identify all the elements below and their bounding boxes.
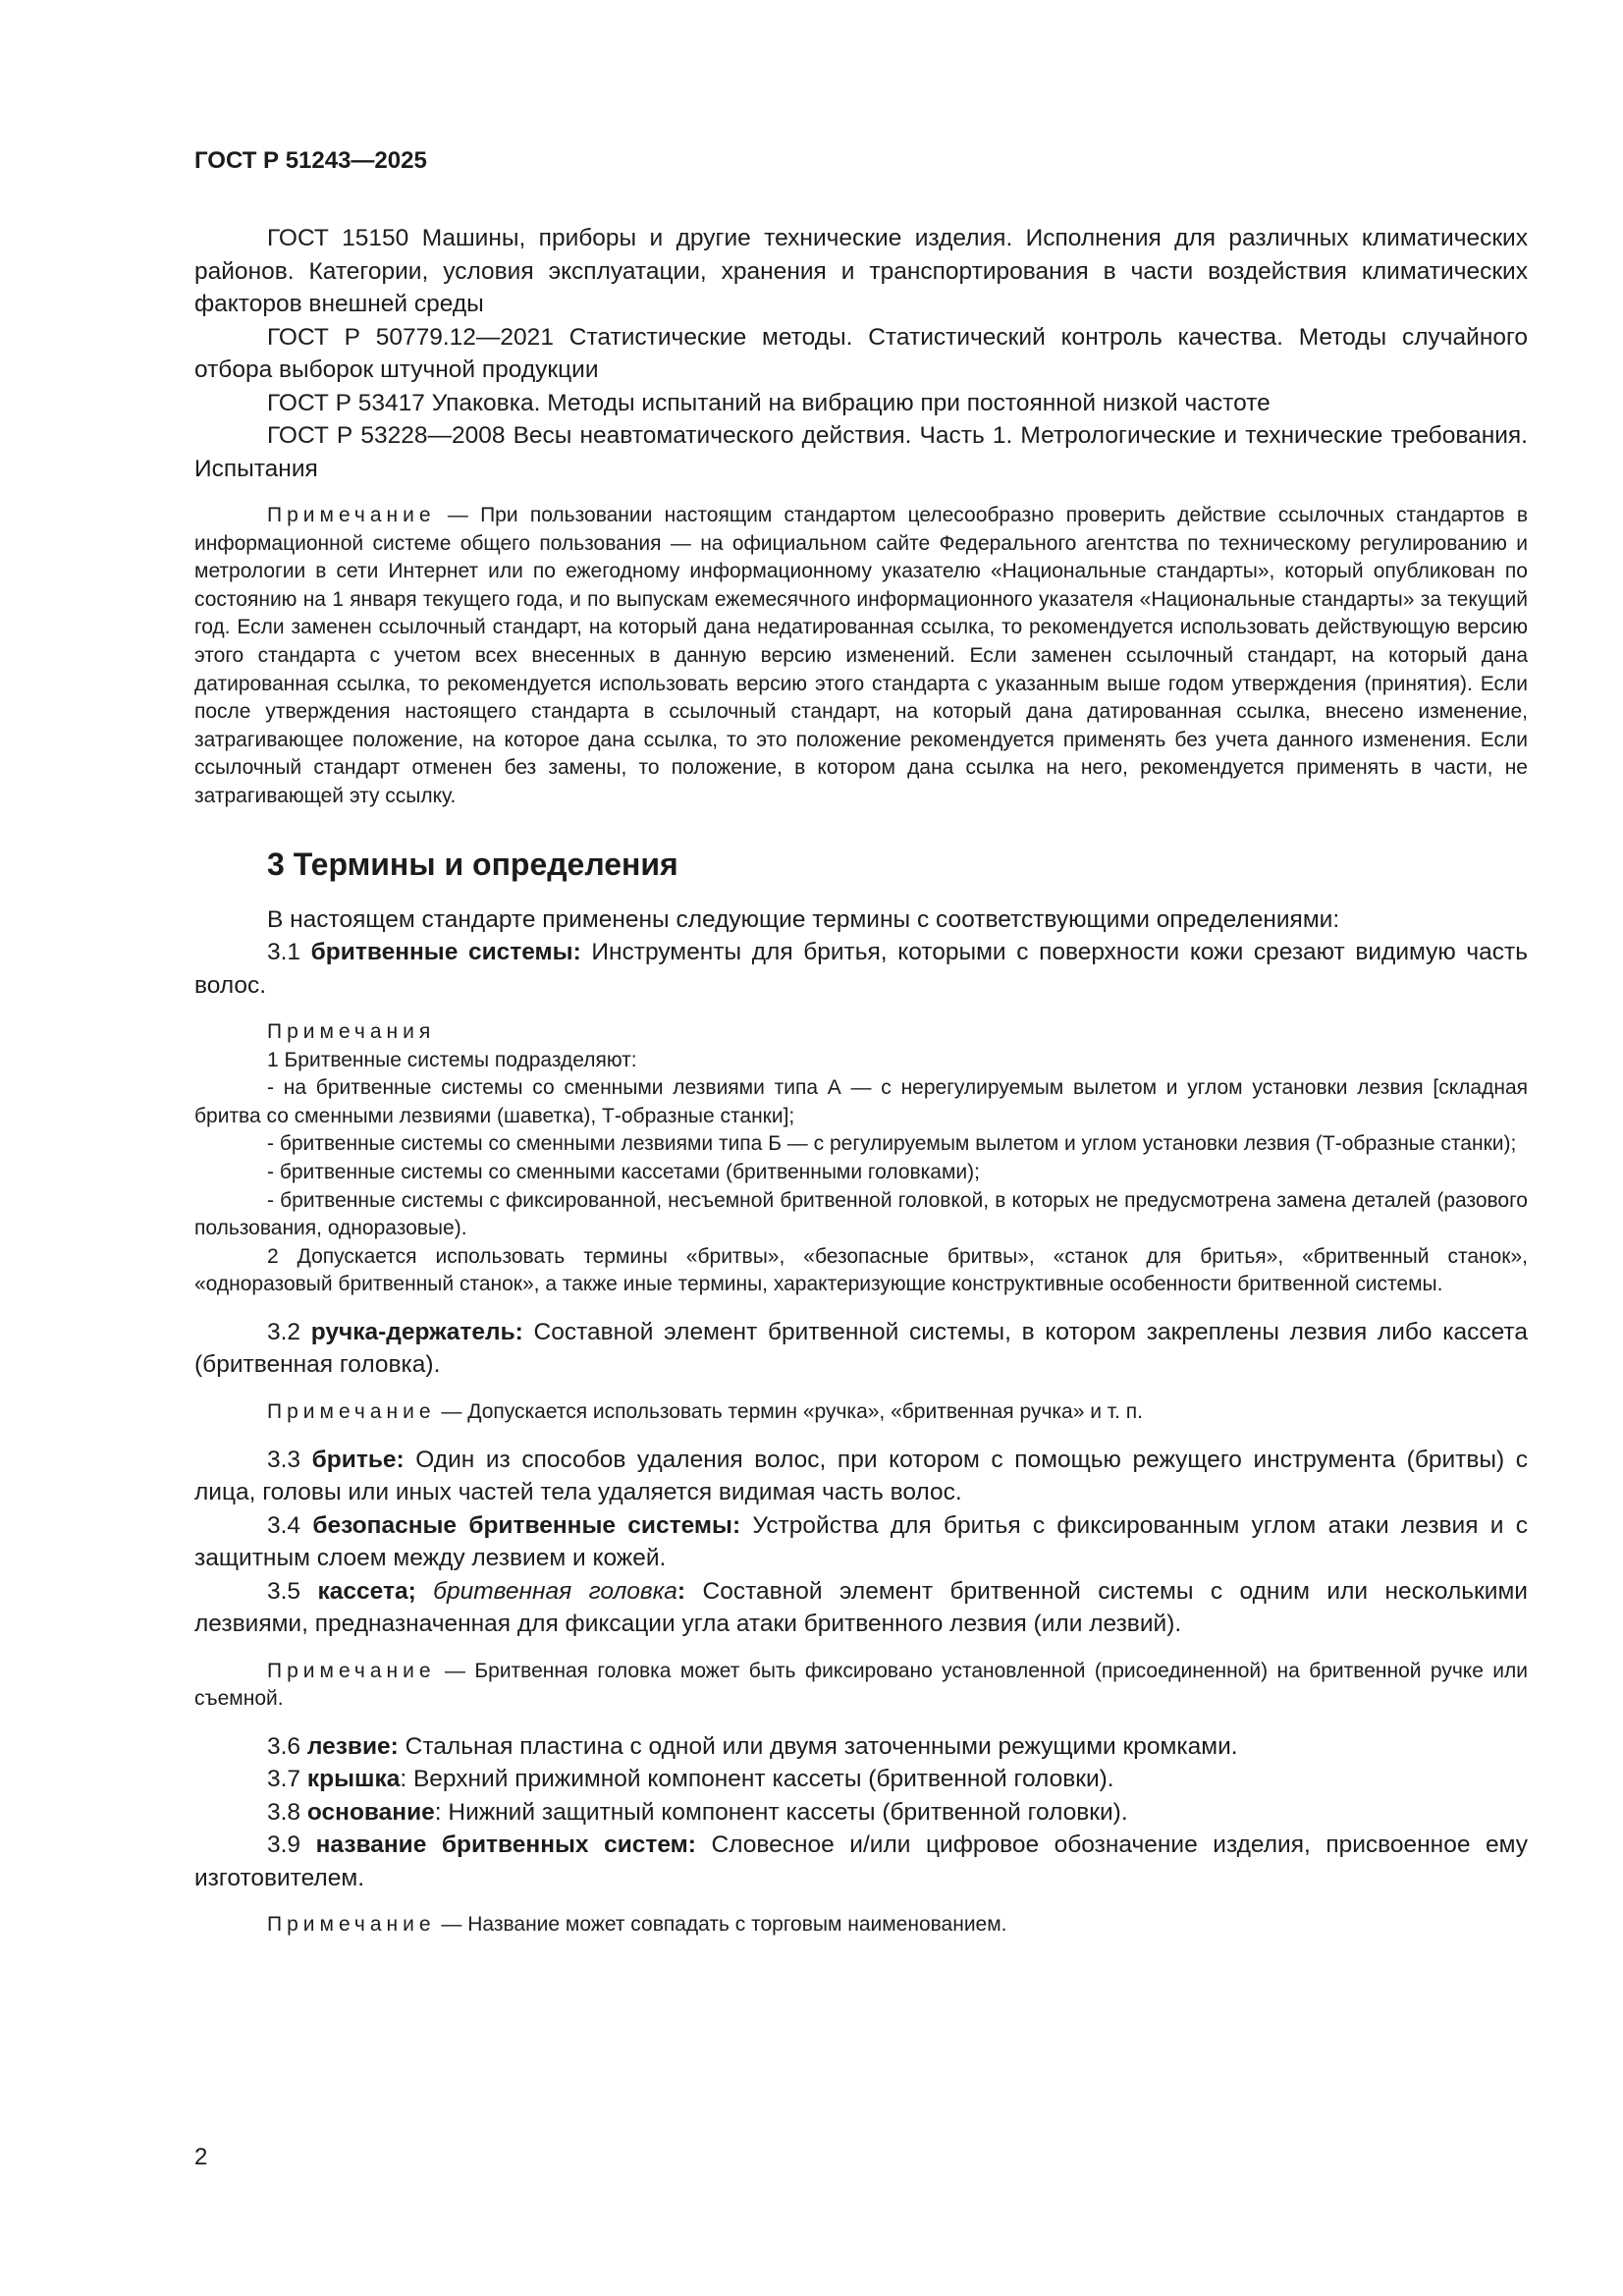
document-header: ГОСТ Р 51243—2025 (194, 147, 427, 174)
note-label: Примечание (267, 504, 436, 526)
section-title: 3 Термины и определения (267, 846, 678, 882)
term-3-8: 3.8 основание: Нижний защитный компонент кассеты (бритвенной головки). (267, 1798, 1128, 1826)
notes-label: Примечания (267, 1020, 436, 1044)
ref-item: ГОСТ Р 50779.12—2021 Статистические методы. Статистический контроль качества. Методы случайного отбора выборок штучной продукции (194, 323, 1528, 383)
term-note: Примечание — Название может совпадать с торговым наименованием. (267, 1913, 1007, 1937)
term-3-9: 3.9 название бритвенных систем: Словесное и/или цифровое обозначение изделия, присвоенное ему изготовителем. (194, 1831, 1528, 1891)
ref-item: ГОСТ Р 53228—2008 Весы неавтоматического действия. Часть 1. Метрологические и технические требования. Испытания (194, 422, 1528, 482)
note-list-item: - бритвенные системы со сменными кассетами (бритвенными головками); (267, 1161, 980, 1183)
term-3-2: 3.2 ручка-держатель: Составной элемент бритвенной системы, в котором закреплены лезвия либо кассета (бритвенная головка). (194, 1318, 1528, 1379)
ref-item: ГОСТ Р 53417 Упаковка. Методы испытаний на вибрацию при постоянной низкой частоте (267, 389, 1271, 416)
term-3-4: 3.4 безопасные бритвенные системы: Устройства для бритья с фиксированным углом атаки лезвия и с защитным слоем между лезвием и кожей. (194, 1511, 1528, 1572)
section-intro: В настоящем стандарте применены следующие термины с соответствующими определениями: (267, 905, 1340, 933)
term-3-3: 3.3 бритье: Один из способов удаления волос, при котором с помощью режущего инструмента (бритвы) с лица, головы или иных частей тела удаляется видимая часть волос. (194, 1446, 1529, 1506)
term-3-1: 3.1 бритвенные системы: Инструменты для бритья, которыми с поверхности кожи срезают видимую часть волос. (194, 939, 1528, 999)
page-number: 2 (194, 2144, 208, 2170)
note-list-item: - бритвенные системы с фиксированной, несъемной бритвенной головкой, в которых не предусмотрена замена деталей (разового пользования, одноразовые). (194, 1188, 1528, 1240)
note-list-item: - бритвенные системы со сменными лезвиями типа Б — с регулируемым вылетом и углом установки лезвия (Т-образные станки); (267, 1132, 1517, 1156)
term-note: Примечание — Бритвенная головка может быть фиксировано установленной (присоединенной) на бритвенной ручке или съемной. (194, 1659, 1528, 1711)
ref-item: ГОСТ 15150 Машины, приборы и другие технические изделия. Исполнения для различных климатических районов. Категории, условия эксплуатации, хранения и транспортирования в части воздействия климатических факторов внешней среды (194, 225, 1528, 317)
term-3-7: 3.7 крышка: Верхний прижимной компонент кассеты (бритвенной головки). (267, 1766, 1114, 1793)
reference-note: Примечание — При пользовании настоящим стандартом целесообразно проверить действие ссылочных стандартов в информационной системе общего пользования — на официальном сайте Федерального агентства по техническому регулированию и метрологии в сети Интернет или по ежегодному информационному указателю «Национальные стандарты», который опубликован по состоянию на 1 января текущего года, и по выпускам ежемесячного информационного указателя «Национальные стандарты» за текущий год. Если заменен ссылочный стандарт, на который дана недатированная ссылка, то рекомендуется использовать действующую версию этого стандарта с учетом всех внесенных в данную версию изменений. Если заменен ссылочный стандарт, на который дана датированная ссылка, то рекомендуется использовать версию этого стандарта с указанным выше годом утверждения (принятия). Если после утверждения настоящего стандарта в ссылочный стандарт, на который дана датированная ссылка, внесено изменение, затрагивающее положение, на которое дана ссылка, то это положение рекомендуется применять без учета данного изменения. Если ссылочный стандарт отменен без замены, то положение, в котором дана ссылка на него, рекомендуется применять в части, не затрагивающей эту ссылку. (194, 504, 1528, 807)
note-item: 1 Бритвенные системы подразделяют: (267, 1048, 637, 1071)
document-page (194, 147, 1528, 1940)
term-3-5: 3.5 кассета; бритвенная головка: Составной элемент бритвенной системы с одним или несколькими лезвиями, предназначенная для фиксации угла атаки бритвенного лезвия (или лезвий). (194, 1577, 1528, 1638)
term-note: Примечание — Допускается использовать термин «ручка», «бритвенная ручка» и т. п. (267, 1399, 1143, 1423)
note-item: 2 Допускается использовать термины «бритвы», «безопасные бритвы», «станок для бритья», «бритвенный станок», «одноразовый бритвенный станок», а также иные термины, характеризующие конструктивные особенности бритвенной системы. (194, 1244, 1528, 1296)
note-list-item: - на бритвенные системы со сменными лезвиями типа А — с нерегулируемым вылетом и углом установки лезвия [складная бритва со сменными лезвиями (шаветка), Т-образные станки]; (194, 1076, 1528, 1127)
term-3-6: 3.6 лезвие: Стальная пластина с одной или двумя заточенными режущими кромками. (267, 1732, 1238, 1760)
